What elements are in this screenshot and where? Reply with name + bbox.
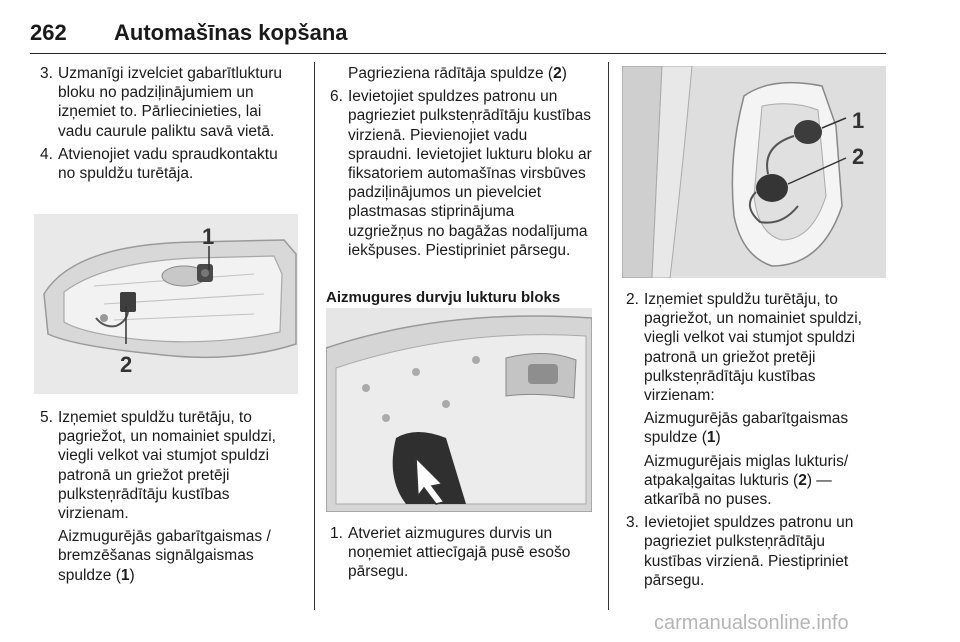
tailgate-step-2-note-1: Aizmugurējās gabarītgaismas spuldze (1)	[644, 410, 849, 447]
step-4: 4. Atvienojiet vadu spraudkontaktu no spuldžu turētāja.	[40, 145, 278, 183]
step-5-continued: Pagrieziena rādītāja spuldze (2)	[348, 65, 567, 82]
watermark: carmanualsonline.info	[654, 612, 849, 634]
column-divider	[608, 62, 609, 610]
step-3-text: Uzmanīgi izvelciet gabarītlukturu bloku no padziļinājumiem un izņemiet to. Pārliecinieties, lai vadu caurule paliktu savā vietā.	[58, 65, 282, 140]
column-left	[40, 64, 298, 187]
callout-1: 1	[852, 108, 865, 133]
step-5-note: Aizmugurējās gabarītgaismas / bremzēšanas signālgaismas spuldze (1)	[58, 528, 271, 584]
column-right	[626, 290, 884, 594]
page-title: Automašīnas kopšana	[114, 20, 348, 45]
callout-1: 1	[202, 224, 215, 249]
tailgate-step-1-text: Atveriet aizmugures durvis un noņemiet attiecīgajā pusē esošo pārsegu.	[348, 525, 571, 581]
column-divider	[314, 62, 315, 610]
callout-2: 2	[852, 144, 865, 169]
callout-2: 2	[120, 352, 133, 377]
page-number: 262	[30, 20, 67, 45]
section-heading: Aizmugures durvju lukturu bloks	[326, 289, 561, 306]
step-6-text: Ievietojiet spuldzes patronu un pagrieziet pulksteņrādītāju kustības virzienā. Pievienojiet vadu spraudni. Ievietojiet lukturu bloku ar fiksatoriem automašīnas virsbūves padziļinājumos un pievelciet plastmasas stiprinājuma uzgriežņus no bagāžas nodalījuma iekšpuses. Piestipriniet pārsegu.	[348, 88, 592, 259]
tailgate-step-2: 2. Izņemiet spuldžu turētāju, to pagriežot, un nomainiet spuldzi, viegli velkot vai stumjot spuldzi patronā un griežot pretēji pulksteņrādītāju kustības virzienam: Aizmugurējās gabarītgaismas spuldze (1) Aizmugurējais miglas lukturis/ atpakaļgaitas lukturis (2) — atkarībā no puses.	[626, 290, 884, 509]
tailgate-step-2-text: Izņemiet spuldžu turētāju, to pagriežot, un nomainiet spuldzi, viegli velkot vai stumjot spuldzi patronā un griežot pretēji pulksteņrādītāju kustības virzienam:	[644, 291, 862, 405]
page-header	[30, 14, 886, 54]
step-6: 6. Ievietojiet spuldzes patronu un pagrieziet pulksteņrādītāju kustības virzienā. Pievienojiet vadu spraudni. Ievietojiet lukturu bloku ar fiksatoriem automašīnas virsbūves padziļinājumos un pievelciet plastmasas stiprinājuma uzgriežņus no bagāžas nodalījuma iekšpuses. Piestipriniet pārsegu.	[330, 88, 592, 259]
column-middle-lower	[330, 524, 592, 586]
step-5-text: Izņemiet spuldžu turētāju, to pagriežot, un nomainiet spuldzi, viegli velkot vai stumjot spuldzi patronā un griežot pretēji pulksteņrādītāju kustības virzienam.	[58, 409, 276, 523]
tailgate-illustration	[326, 308, 592, 512]
tailgate-step-2-note-2: Aizmugurējais miglas lukturis/ atpakaļgaitas lukturis (2) — atkarībā no puses.	[644, 452, 849, 509]
tailgate-step-3-text: Ievietojiet spuldzes patronu un pagrieziet pulksteņrādītāju kustības virzienā. Piestipriniet pārsegu.	[644, 514, 854, 589]
step-4-text: Atvienojiet vadu spraudkontaktu no spuldžu turētāja.	[58, 145, 278, 183]
section-heading-wrap	[326, 288, 588, 307]
step-3: 3. Uzmanīgi izvelciet gabarītlukturu bloku no padziļinājumiem un izņemiet to. Pārliecinieties, lai vadu caurule paliktu savā vietā.	[40, 65, 282, 140]
tailgate-step-3: 3. Ievietojiet spuldzes patronu un pagrieziet pulksteņrādītāju kustības virzienā. Piestipriniet pārsegu.	[626, 514, 854, 589]
column-middle	[330, 64, 592, 264]
tailgate-step-1: 1. Atveriet aizmugures durvis un noņemiet attiecīgajā pusē esošo pārsegu.	[330, 525, 571, 581]
step-5: 5. Izņemiet spuldžu turētāju, to pagriežot, un nomainiet spuldzi, viegli velkot vai stumjot spuldzi patronā un griežot pretēji pulksteņrādītāju kustības virzienam. Aizmugurējās gabarītgaismas / bremzēšanas signālgaismas spuldze (1)	[40, 408, 298, 585]
bulb-holder-illustration	[622, 66, 886, 278]
column-left-lower	[40, 408, 298, 589]
tail-light-illustration	[34, 214, 298, 394]
